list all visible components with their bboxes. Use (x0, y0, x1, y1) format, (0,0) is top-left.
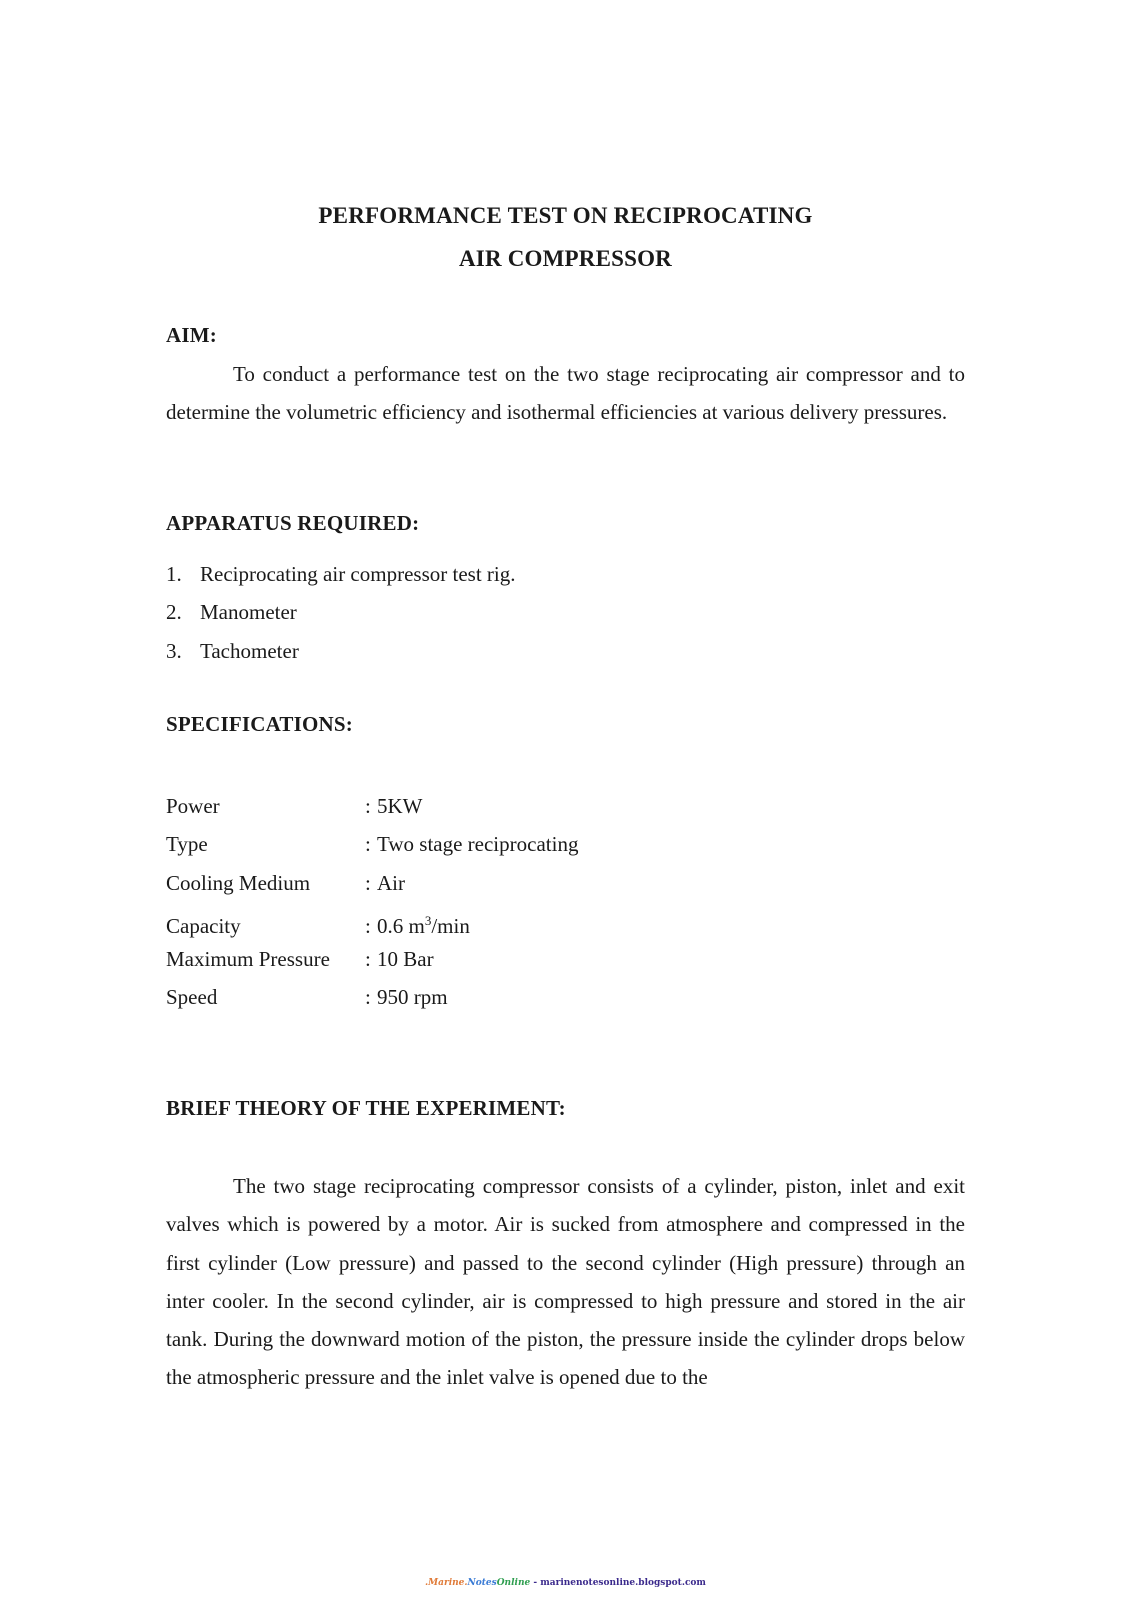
apparatus-heading: APPARATUS REQUIRED: (166, 511, 420, 535)
spec-separator: : (365, 832, 371, 857)
aim-paragraph (166, 355, 965, 432)
spec-value: 10 Bar (377, 947, 434, 972)
spec-row (166, 825, 578, 863)
aim-heading: AIM: (166, 323, 217, 347)
list-item-text: Tachometer (200, 638, 299, 663)
list-item-text: Reciprocating air compressor test rig. (200, 562, 516, 586)
spec-label: Capacity (166, 913, 241, 938)
spec-value: 5KW (377, 794, 423, 818)
spec-value: 950 rpm (377, 985, 448, 1010)
spec-separator: : (365, 913, 371, 938)
spec-row (166, 864, 578, 902)
apparatus-list (166, 555, 515, 670)
spec-separator: : (365, 870, 371, 895)
spec-row (166, 787, 578, 825)
footer-site: - marinenotesonline.blogspot.com (530, 1578, 706, 1588)
theory-text: The two stage reciprocating compressor consists of a cylinder, piston, inlet and exit valves which is powered by a motor. Air is sucked from atmosphere and compressed in the first cylinder (Low pressure) and passed to the second cylinder (High pressure) through an inter cooler. In the second cylinder, air is compressed to high pressure and stored in the air tank. During the downward motion of the piston, the pressure inside the cylinder drops below the atmospheric pressure and the inlet valve is opened due to the (166, 1174, 965, 1390)
aim-text: To conduct a performance test on the two stage reciprocating air compressor and to determine the volumetric efficiency and isothermal efficiencies at various delivery pressures. (166, 362, 965, 425)
document-title-line-2: AIR COMPRESSOR (458, 246, 672, 271)
list-item (166, 632, 515, 670)
spec-separator: : (365, 985, 371, 1010)
footer-notes: Notes (467, 1578, 497, 1588)
list-item (166, 555, 515, 593)
spec-value: Air (377, 870, 405, 895)
spec-value: Two stage reciprocating (377, 832, 579, 857)
list-item-number: 1. (166, 562, 182, 586)
list-item-number: 3. (166, 638, 182, 663)
footer-online: Online (496, 1578, 531, 1588)
spec-row (166, 902, 578, 940)
specifications-heading: SPECIFICATIONS: (166, 712, 353, 736)
spec-separator: : (365, 794, 371, 818)
spec-value-superscript: 3 (424, 912, 432, 928)
spec-label: Maximum Pressure (166, 947, 330, 972)
spec-value: 0.6 m (377, 913, 425, 938)
theory-paragraph (166, 1167, 965, 1397)
list-item-number: 2. (166, 600, 182, 625)
list-item (166, 593, 515, 631)
list-item-text: Manometer (200, 600, 297, 625)
spec-row (166, 978, 578, 1016)
spec-label: Cooling Medium (166, 870, 311, 895)
specifications-table (166, 787, 578, 1017)
footer-marine: .Marine. (425, 1578, 468, 1588)
footer-watermark (0, 1578, 1131, 1588)
spec-label: Speed (166, 985, 218, 1010)
spec-separator: : (365, 947, 371, 972)
theory-heading: BRIEF THEORY OF THE EXPERIMENT: (166, 1096, 566, 1120)
spec-label: Power (166, 794, 220, 818)
spec-label: Type (166, 832, 208, 857)
spec-value-suffix: /min (431, 913, 470, 938)
document-title-line-1: PERFORMANCE TEST ON RECIPROCATING (318, 203, 813, 228)
spec-row (166, 940, 578, 978)
